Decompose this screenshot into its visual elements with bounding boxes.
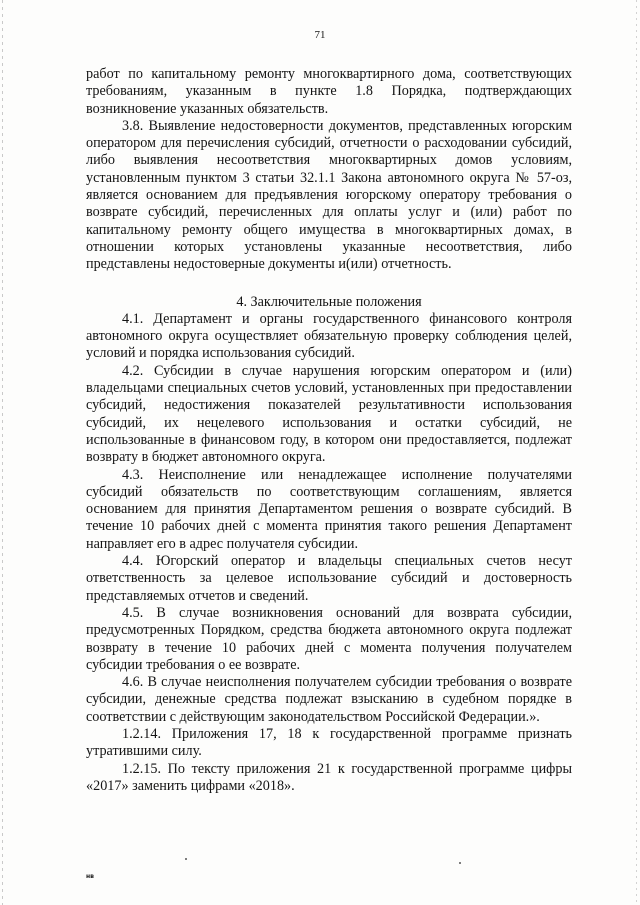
section-heading: 4. Заключительные положения [236,293,422,310]
paragraph-4-1: 4.1. Департамент и органы государственного финансового контроля автономного округа осуществляет обязательную проверку соблюдения целей, условий и порядка использования субсидий. [86,310,572,362]
paragraph-4-4: 4.4. Югорский оператор и владельцы специальных счетов несут ответственность за целевое использование субсидий и достоверность представляемых отчетов и сведений. [86,553,572,604]
scan-speck [459,862,461,864]
footer-initials: нв [86,873,94,880]
paragraph-4-2: 4.2. Субсидии в случае нарушения югорским оператором и (или) владельцами специальных счетов условий, установленных при предоставлении субсидий, недостижения показателей результативности использования субсидий, их нецелевого использования и остатки субсидий, не использованные в финансовом году, в котором они предоставляется, подлежат возврату в бюджет автономного округа. [86,362,572,466]
paragraph-4-3: 4.3. Неисполнение или ненадлежащее исполнение получателями субсидий обязательств по соответствующим соглашениям, является основанием для принятия Департаментом решения о возврате субсидий. В течение 10 рабочих дней с момента принятия такого решения Департамент направляет его в адрес получателя субсидии. [86,466,572,552]
paragraph-4-6: 4.6. В случае неисполнения получателем субсидии требования о возврате субсидии, денежные средства подлежат взысканию в судебном порядке в соответствии с действующим законодательством Российской Федерации.». [86,674,572,725]
page-number: 71 [314,29,326,41]
scan-speck [185,858,187,860]
scan-edge-right [636,0,637,905]
document-body [86,66,572,795]
paragraph-continuation: работ по капитальному ремонту многоквартирного дома, соответствующих требованиям, указанным в пункте 1.8 Порядка, подтверждающих возникновение указанных обязательств. [86,66,572,117]
paragraph-3-8: 3.8. Выявление недостоверности документов, представленных югорским оператором для перечисления субсидий, отчетности о расходовании субсидий, либо выявления несоответствия многоквартирных домов условиям, установленным пунктом 3 статьи 32.1.1 Закона автономного округа № 57-оз, является основанием для предъявления югорскому оператору требования о возврате субсидий, перечисленных для оплаты услуг и (или) работ по капитальному ремонту общего имущества в многоквартирных домах, в отношении которых установлены указанные несоответствия, либо представлены недостоверные документы и(или) отчетность. [86,117,572,273]
paragraph-1-2-14: 1.2.14. Приложения 17, 18 к государственной программе признать утратившими силу. [86,725,572,760]
paragraph-4-5: 4.5. В случае возникновения оснований для возврата субсидии, предусмотренных Порядком, средства бюджета автономного округа подлежат возврату в течение 10 рабочих дней с момента получения получателем субсидии требования о ее возврате. [86,604,572,673]
paragraph-1-2-15: 1.2.15. По тексту приложения 21 к государственной программе цифры «2017» заменить цифрами «2018». [86,760,572,794]
scan-edge-left [2,0,3,905]
